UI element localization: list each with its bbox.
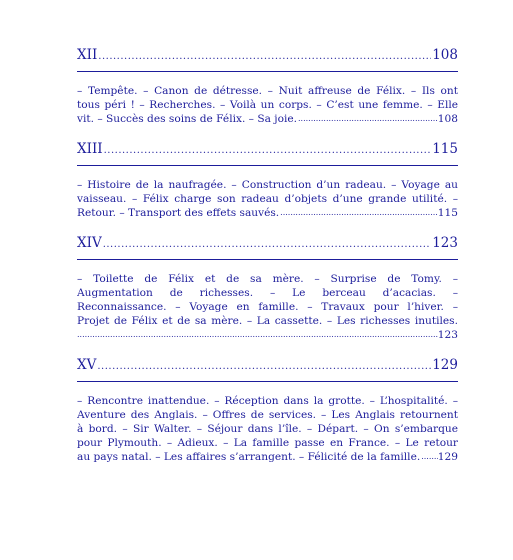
chapter-heading[interactable] <box>77 44 458 72</box>
chapter-page-number: 129 <box>432 357 458 373</box>
summary-line: Aventure des Anglais. – Offres de services. – Les Anglais retournent <box>77 409 458 421</box>
summary-line: – Tempête. – Canon de détresse. – Nuit affreuse de Félix. – Ils ont <box>77 85 458 97</box>
chapter-number: XIV <box>77 235 102 251</box>
summary-line: Augmentation de richesses. – Le berceau d’acacias. – <box>77 287 458 299</box>
summary-line: tous péri ! – Recherches. – Voilà un corps. – C’est une femme. – Elle <box>77 99 458 111</box>
chapter-page-number: 123 <box>432 235 458 251</box>
summary-last-line <box>77 328 458 342</box>
dot-leader <box>421 450 438 464</box>
summary-page-number: 108 <box>437 113 458 125</box>
toc-chapter-xiv <box>77 232 458 354</box>
chapter-summary <box>77 72 458 138</box>
toc-chapter-xiii <box>77 138 458 232</box>
table-of-contents <box>77 44 458 476</box>
summary-line: – Histoire de la naufragée. – Construction d’un radeau. – Voyage au <box>77 179 458 191</box>
chapter-summary <box>77 382 458 476</box>
dot-leader <box>104 142 432 159</box>
chapter-heading[interactable] <box>77 232 458 260</box>
summary-last-line <box>77 112 458 126</box>
dot-leader <box>280 206 438 220</box>
dot-leader <box>77 328 438 342</box>
chapter-page-number: 108 <box>432 47 458 63</box>
chapter-summary <box>77 166 458 232</box>
dot-leader <box>103 236 432 253</box>
chapter-number: XV <box>77 357 97 373</box>
summary-page-number: 129 <box>437 451 458 463</box>
dot-leader <box>298 112 438 126</box>
chapter-summary <box>77 260 458 354</box>
chapter-page-number: 115 <box>432 141 458 157</box>
summary-line: vit. – Succès des soins de Félix. – Sa joie. <box>77 113 297 125</box>
summary-line: pour Plymouth. – Adieux. – La famille passe en France. – Le retour <box>77 437 458 449</box>
summary-last-line <box>77 206 458 220</box>
dot-leader <box>97 358 431 375</box>
chapter-number: XIII <box>77 141 103 157</box>
toc-chapter-xii <box>77 44 458 138</box>
dot-leader <box>98 48 431 65</box>
summary-line: vaisseau. – Félix charge son radeau d’objets d’une grande utilité. – <box>77 193 458 205</box>
summary-page-number: 123 <box>437 329 458 341</box>
summary-line: – Toilette de Félix et de sa mère. – Surprise de Tomy. – <box>77 273 458 285</box>
summary-line: au pays natal. – Les affaires s’arrangent. – Félicité de la famille. <box>77 451 421 463</box>
toc-chapter-xv <box>77 354 458 476</box>
summary-line: à bord. – Sir Walter. – Séjour dans l’île. – Départ. – On s’embarque <box>77 423 458 435</box>
chapter-number: XII <box>77 47 98 63</box>
summary-last-line <box>77 450 458 464</box>
summary-line: Projet de Félix et de sa mère. – La cassette. – Les richesses inutiles. <box>77 315 458 327</box>
chapter-heading[interactable] <box>77 354 458 382</box>
summary-line: – Rencontre inattendue. – Réception dans la grotte. – L’hospitalité. – <box>77 395 458 407</box>
summary-line: Reconnaissance. – Voyage en famille. – Travaux pour l’hiver. – <box>77 301 458 313</box>
summary-line: Retour. – Transport des effets sauvés. <box>77 207 280 219</box>
summary-page-number: 115 <box>437 207 458 219</box>
chapter-heading[interactable] <box>77 138 458 166</box>
